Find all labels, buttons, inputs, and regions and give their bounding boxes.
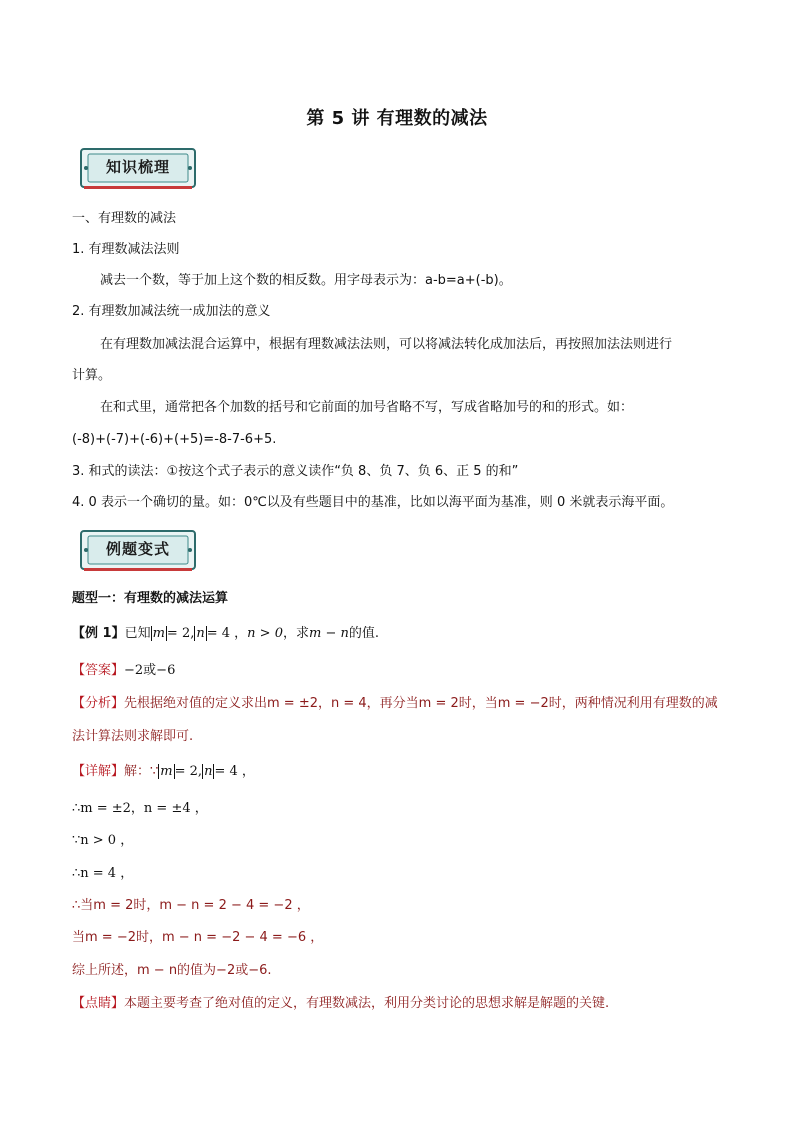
formula-example: (-8)+(-7)+(-6)+(+5)=-8-7-6+5. — [72, 432, 277, 447]
banner-label: 例题变式 — [105, 540, 170, 558]
answer-label: 【答案】 — [72, 663, 125, 678]
analysis-text: 先根据绝对值的定义求出m = ±2，n = 4，再分当m = 2时，当m = −2时，两种情况利用有理数的减 — [124, 696, 718, 711]
rule-title: 1. 有理数减法法则 — [72, 242, 180, 257]
banner-label: 知识梳理 — [105, 158, 170, 176]
solution-step: ∴当m = 2时，m − n = 2 − 4 = −2 ， — [72, 898, 310, 913]
question-type-heading: 题型一：有理数的减法运算 — [72, 591, 229, 606]
example-text: 已知 — [124, 626, 151, 641]
detail-line — [72, 763, 732, 781]
answer-value: −2或−6 — [124, 663, 176, 678]
equation-part: = 2, — [166, 626, 195, 641]
solution-conclusion: 综上所述，m − n的值为−2或−6. — [72, 963, 272, 978]
solution-step: ∴n = 4 ， — [72, 866, 134, 881]
point-line — [72, 995, 732, 1013]
analysis-label: 【分析】 — [72, 696, 125, 711]
abs-m: m — [152, 626, 165, 641]
equation-part: = 2, — [174, 764, 203, 779]
solution-step: ∵n > 0 ， — [72, 833, 134, 848]
point-text: 本题主要考查了绝对值的定义，有理数减法，利用分类讨论的思想求解是解题的关键. — [124, 996, 610, 1011]
analysis-line — [72, 695, 732, 713]
example-text: ，求 — [282, 626, 309, 641]
rule-text-continued: 计算。 — [72, 368, 112, 383]
detail-label: 【详解】 — [72, 764, 125, 779]
reading-rule: 3. 和式的读法：①按这个式子表示的意义读作“负 8、负 7、负 6、正 5 的和” — [72, 464, 519, 479]
zero-meaning-rule: 4. 0 表示一个确切的量。如：0℃以及有些题目中的基准，比如以海平面为基准，则 0 米就表示海平面。 — [72, 495, 674, 510]
solution-step: 当m = −2时，m − n = −2 − 4 = −6 ， — [72, 930, 324, 945]
answer-line — [72, 662, 732, 680]
point-label: 【点睛】 — [72, 996, 125, 1011]
abs-m: m — [160, 764, 173, 779]
rule-text: 在有理数加减法混合运算中，根据有理数减法法则，可以将减法转化成加法后，再按照加法法则进行 — [100, 337, 673, 352]
equation-part: = 4 ， — [206, 626, 248, 641]
abs-n: n — [204, 764, 213, 779]
section-banner-examples — [80, 528, 196, 572]
example-label: 【例 1】 — [72, 626, 125, 641]
detail-intro: 解：∵ — [124, 764, 159, 779]
solution-step: ∴m = ±2，n = ±4 ， — [72, 801, 208, 816]
abs-n: n — [196, 626, 205, 641]
rule-title: 2. 有理数加减法统一成加法的意义 — [72, 304, 271, 319]
rule-text: 在和式里，通常把各个加数的括号和它前面的加号省略不写，写成省略加号的和的形式。如： — [100, 400, 634, 415]
rule-text: 减去一个数，等于加上这个数的相反数。用字母表示为：a-b=a+(-b)。 — [100, 273, 512, 288]
example-text: 的值. — [348, 626, 379, 641]
analysis-text-continued: 法计算法则求解即可. — [72, 729, 194, 744]
page-title: 第 5 讲 有理数的减法 — [306, 108, 488, 129]
section-banner-knowledge — [80, 146, 196, 190]
expression: m − n — [309, 626, 349, 641]
example-1 — [72, 625, 732, 643]
section-heading: 一、有理数的减法 — [72, 211, 177, 226]
condition: n > 0 — [247, 626, 283, 641]
equation-part: = 4 ， — [214, 764, 255, 779]
